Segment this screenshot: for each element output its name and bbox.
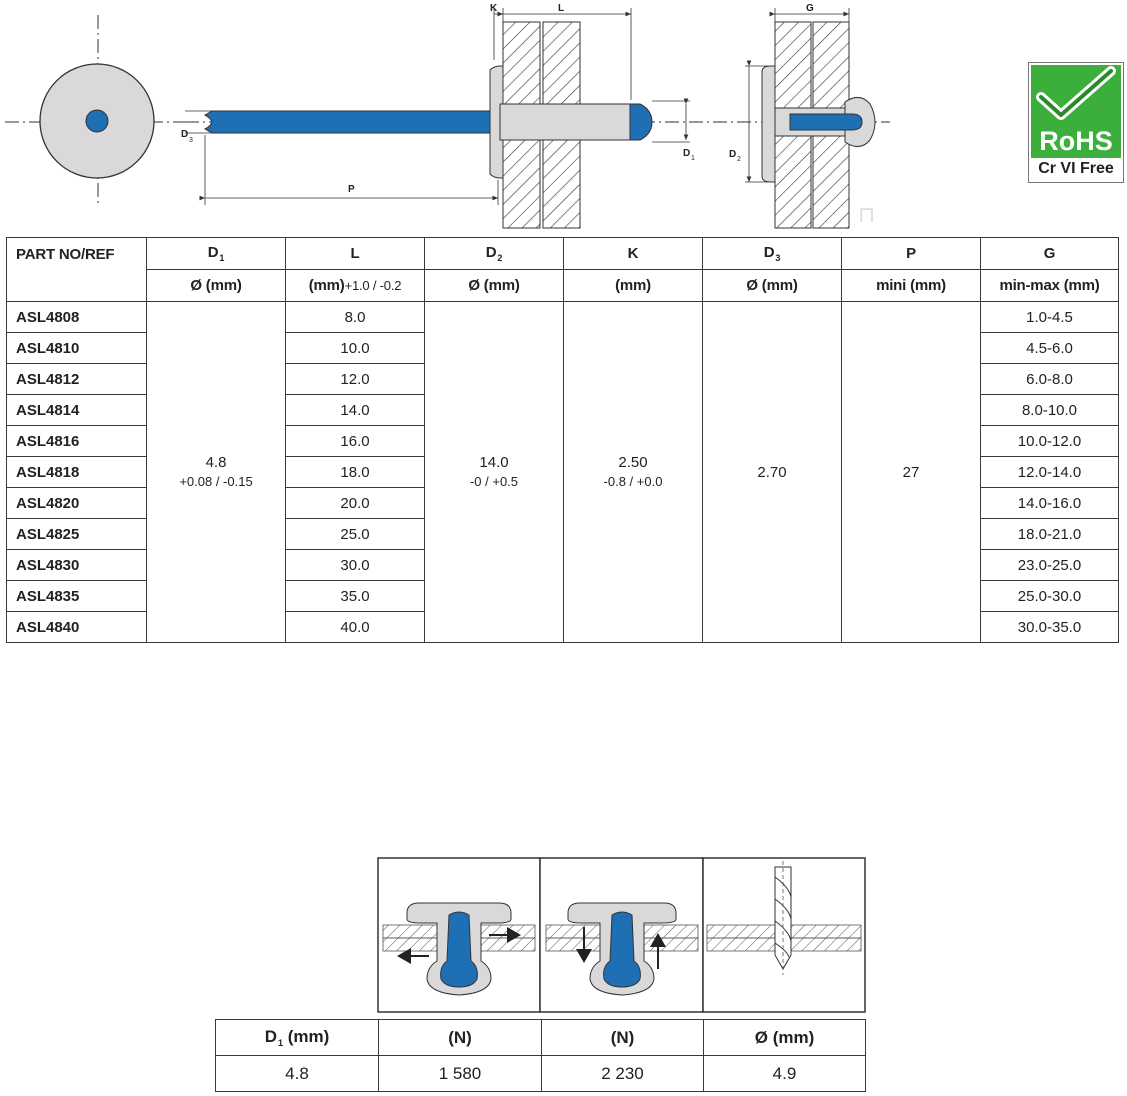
perf-value-shear: 1 580 xyxy=(379,1056,542,1092)
unit-g: min-max (mm) xyxy=(981,270,1119,302)
header-part-no: PART NO/REF xyxy=(7,238,147,302)
d3-value-cell: 2.70 xyxy=(703,302,842,643)
part-number-cell: ASL4840 xyxy=(7,612,147,643)
grip-range-cell: 14.0-16.0 xyxy=(981,488,1119,519)
length-cell: 40.0 xyxy=(286,612,425,643)
p-value-cell: 27 xyxy=(842,302,981,643)
unit-p: mini (mm) xyxy=(842,270,981,302)
part-number-cell: ASL4816 xyxy=(7,426,147,457)
header-p: P xyxy=(842,238,981,270)
table-row xyxy=(7,302,1119,333)
grip-range-cell: 12.0-14.0 xyxy=(981,457,1119,488)
rivet-side-view xyxy=(181,3,695,228)
length-cell: 16.0 xyxy=(286,426,425,457)
svg-text:1: 1 xyxy=(691,155,695,162)
spec-header-row xyxy=(7,238,1119,270)
part-number-cell: ASL4818 xyxy=(7,457,147,488)
unit-k: (mm) xyxy=(564,270,703,302)
rivet-installed-view xyxy=(729,3,875,228)
header-d1: $D_1$ xyxy=(147,238,286,270)
perf-header-d1: $D_1$ (mm) xyxy=(216,1020,379,1056)
part-number-cell: ASL4820 xyxy=(7,488,147,519)
header-d2: $D_2$ xyxy=(425,238,564,270)
grip-range-cell: 1.0-4.5 xyxy=(981,302,1119,333)
length-cell: 18.0 xyxy=(286,457,425,488)
grip-range-cell: 30.0-35.0 xyxy=(981,612,1119,643)
unit-d3: Ø (mm) xyxy=(703,270,842,302)
length-cell: 12.0 xyxy=(286,364,425,395)
header-d3: $D_3$ xyxy=(703,238,842,270)
dim-d1-label: D xyxy=(683,148,691,159)
dim-l-label: L xyxy=(558,3,565,14)
length-cell: 25.0 xyxy=(286,519,425,550)
d1-value-cell: 4.8 +0.08 / -0.15 xyxy=(147,302,286,643)
header-g: G xyxy=(981,238,1119,270)
rohs-subtitle: Cr VI Free xyxy=(1038,160,1114,177)
dim-g-label: G xyxy=(806,3,814,14)
perf-value-d1: 4.8 xyxy=(216,1056,379,1092)
d2-value-cell: 14.0 -0 / +0.5 xyxy=(425,302,564,643)
perf-header-shear: (N) xyxy=(379,1020,542,1056)
length-cell: 30.0 xyxy=(286,550,425,581)
perf-header-tensile: (N) xyxy=(542,1020,704,1056)
part-number-cell: ASL4830 xyxy=(7,550,147,581)
part-number-cell: ASL4825 xyxy=(7,519,147,550)
rohs-badge xyxy=(1028,62,1124,183)
header-l: L xyxy=(286,238,425,270)
perf-header-row xyxy=(216,1020,866,1056)
rivet-technical-drawing xyxy=(0,0,1127,235)
spec-table xyxy=(6,237,1119,643)
unit-d1: Ø (mm) xyxy=(147,270,286,302)
checkmark-icon xyxy=(1031,65,1121,127)
length-cell: 10.0 xyxy=(286,333,425,364)
rohs-green-panel xyxy=(1031,65,1121,158)
k-value-cell: 2.50 -0.8 / +0.0 xyxy=(564,302,703,643)
part-number-cell: ASL4812 xyxy=(7,364,147,395)
performance-table xyxy=(215,1019,866,1092)
header-k: K xyxy=(564,238,703,270)
svg-text:2: 2 xyxy=(737,156,741,163)
perf-value-tensile: 2 230 xyxy=(542,1056,704,1092)
grip-range-cell: 4.5-6.0 xyxy=(981,333,1119,364)
grip-range-cell: 25.0-30.0 xyxy=(981,581,1119,612)
grip-range-cell: 8.0-10.0 xyxy=(981,395,1119,426)
grip-range-cell: 10.0-12.0 xyxy=(981,426,1119,457)
watermark-icon: ⊓ xyxy=(858,202,876,227)
part-number-cell: ASL4810 xyxy=(7,333,147,364)
grip-range-cell: 23.0-25.0 xyxy=(981,550,1119,581)
dim-p-label: P xyxy=(348,184,355,195)
spec-unit-row xyxy=(7,270,1119,302)
dim-d3-label: D xyxy=(181,129,189,140)
grip-range-cell: 18.0-21.0 xyxy=(981,519,1119,550)
perf-value-row xyxy=(216,1056,866,1092)
part-number-cell: ASL4814 xyxy=(7,395,147,426)
unit-d2: Ø (mm) xyxy=(425,270,564,302)
length-cell: 35.0 xyxy=(286,581,425,612)
perf-header-drill: Ø (mm) xyxy=(704,1020,866,1056)
length-cell: 20.0 xyxy=(286,488,425,519)
dim-d2-label: D xyxy=(729,149,737,160)
perf-value-drill: 4.9 xyxy=(704,1056,866,1092)
part-number-cell: ASL4835 xyxy=(7,581,147,612)
rivet-front-view xyxy=(5,15,195,205)
installation-pictograms xyxy=(377,857,866,1013)
grip-range-cell: 6.0-8.0 xyxy=(981,364,1119,395)
rohs-title: RoHS xyxy=(1039,126,1113,156)
part-number-cell: ASL4808 xyxy=(7,302,147,333)
unit-l: (mm)+1.0 / -0.2 xyxy=(286,270,425,302)
length-cell: 8.0 xyxy=(286,302,425,333)
dim-k-label: K xyxy=(490,3,498,14)
length-cell: 14.0 xyxy=(286,395,425,426)
svg-text:3: 3 xyxy=(189,137,193,144)
